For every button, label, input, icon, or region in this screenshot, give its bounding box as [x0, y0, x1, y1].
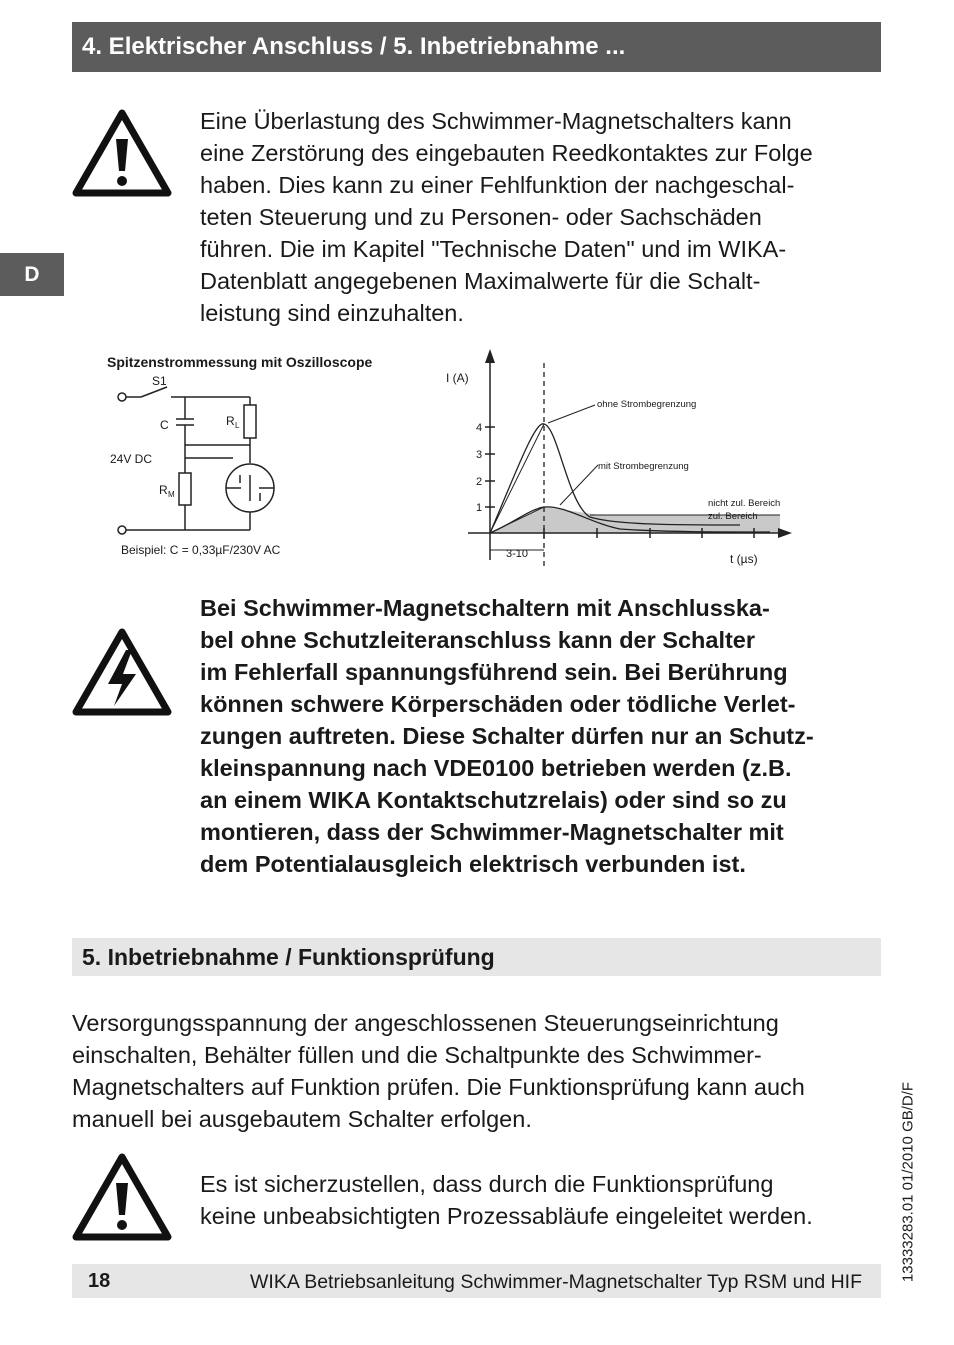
circuit-diagram [105, 345, 435, 565]
capacitor-label: C [160, 418, 169, 432]
circuit-example: Beispiel: C = 0,33µF/230V AC [121, 543, 281, 557]
text-line: bel ohne Schutzleiteranschluss kann der Schalter [200, 627, 756, 653]
text-line: Es ist sicherzustellen, dass durch die Funktionsprüfung [200, 1171, 774, 1197]
switch-label: S1 [152, 374, 167, 388]
page-number: 18 [88, 1270, 111, 1292]
current-time-graph [440, 345, 800, 575]
warning-exclamation-icon [72, 109, 172, 197]
text-line: Bei Schwimmer-Magnetschaltern mit Anschlusska- [200, 595, 770, 621]
resistor-rm-label: R [159, 483, 168, 497]
electrical-hazard-icon [72, 628, 172, 716]
text-line: im Fehlerfall spannungsführend sein. Bei Berührung [200, 659, 788, 685]
warning-exclamation-icon [72, 1153, 172, 1241]
y-tick-label: 2 [476, 476, 483, 488]
x-axis-label: t (µs) [730, 552, 758, 566]
y-axis-label: I (A) [446, 371, 469, 385]
text-line: dem Potentialausgleich elektrisch verbunden ist. [200, 851, 746, 877]
text-line: kleinspannung nach VDE0100 betrieben werden (z.B. [200, 755, 792, 781]
chapter-title: 4. Elektrischer Anschluss / 5. Inbetriebnahme ... [82, 33, 626, 60]
text-line: Eine Überlastung des Schwimmer-Magnetschalters kann [200, 108, 792, 134]
warning3-text [200, 1168, 813, 1232]
text-line: zungen auftreten. Diese Schalter dürfen nur an Schutz- [200, 723, 814, 749]
section-title: 5. Inbetriebnahme / Funktionsprüfung [82, 944, 495, 970]
y-tick-label: 4 [476, 422, 483, 434]
footer-text: WIKA Betriebsanleitung Schwimmer-Magnetschalter Typ RSM und HIF [250, 1271, 862, 1293]
text-line: manuell bei ausgebautem Schalter erfolgen. [72, 1106, 532, 1132]
text-line: einschalten, Behälter füllen und die Schaltpunkte des Schwimmer- [72, 1042, 762, 1068]
text-line: Datenblatt angegebenen Maximalwerte für die Schalt- [200, 268, 761, 294]
resistor-rl-subscript: L [235, 421, 240, 430]
resistor-rm-subscript: M [168, 490, 175, 499]
text-line: teten Steuerung und zu Personen- oder Sachschäden [200, 204, 762, 230]
y-tick-label: 3 [476, 449, 483, 461]
chapter-header-bar [72, 22, 881, 72]
language-tab [0, 253, 64, 296]
curve-high-label: ohne Strombegrenzung [597, 399, 697, 410]
text-line: können schwere Körperschäden oder tödliche Verlet- [200, 691, 796, 717]
zone-not-allowed-label: nicht zul. Bereich [708, 498, 781, 509]
text-line: Versorgungsspannung der angeschlossenen Steuerungseinrichtung [72, 1010, 779, 1036]
text-line: führen. Die im Kapitel "Technische Daten" und im WIKA- [200, 236, 787, 262]
document-code-vertical [893, 1072, 923, 1292]
time-span-label: 3-10 [506, 548, 529, 560]
y-tick-label: 1 [476, 502, 483, 514]
body-paragraph [72, 1007, 805, 1135]
text-line: Magnetschalters auf Funktion prüfen. Die Funktionsprüfung kann auch [72, 1074, 805, 1100]
footer-bar [72, 1264, 881, 1298]
text-line: keine unbeabsichtigten Prozessabläufe eingeleitet werden. [200, 1203, 813, 1229]
text-line: haben. Dies kann zu einer Fehlfunktion der nachgeschal- [200, 172, 795, 198]
voltage-label: 24V DC [110, 452, 153, 466]
text-line: leistung sind einzuhalten. [200, 300, 464, 326]
language-tab-label: D [24, 263, 40, 286]
resistor-rl-label: R [226, 414, 235, 428]
warning2-text [200, 592, 814, 880]
curve-low-label: mit Strombegrenzung [598, 461, 689, 472]
document-code: 13333283.01 01/2010 GB/D/F [899, 1081, 917, 1283]
section-header-bar [72, 938, 881, 976]
text-line: montieren, dass der Schwimmer-Magnetschalter mit [200, 819, 784, 845]
zone-allowed-label: zul. Bereich [708, 511, 758, 522]
text-line: an einem WIKA Kontaktschutzrelais) oder sind so zu [200, 787, 787, 813]
warning1-text [200, 105, 813, 329]
circuit-title: Spitzenstrommessung mit Oszilloscope [107, 354, 373, 370]
text-line: eine Zerstörung des eingebauten Reedkontaktes zur Folge [200, 140, 813, 166]
